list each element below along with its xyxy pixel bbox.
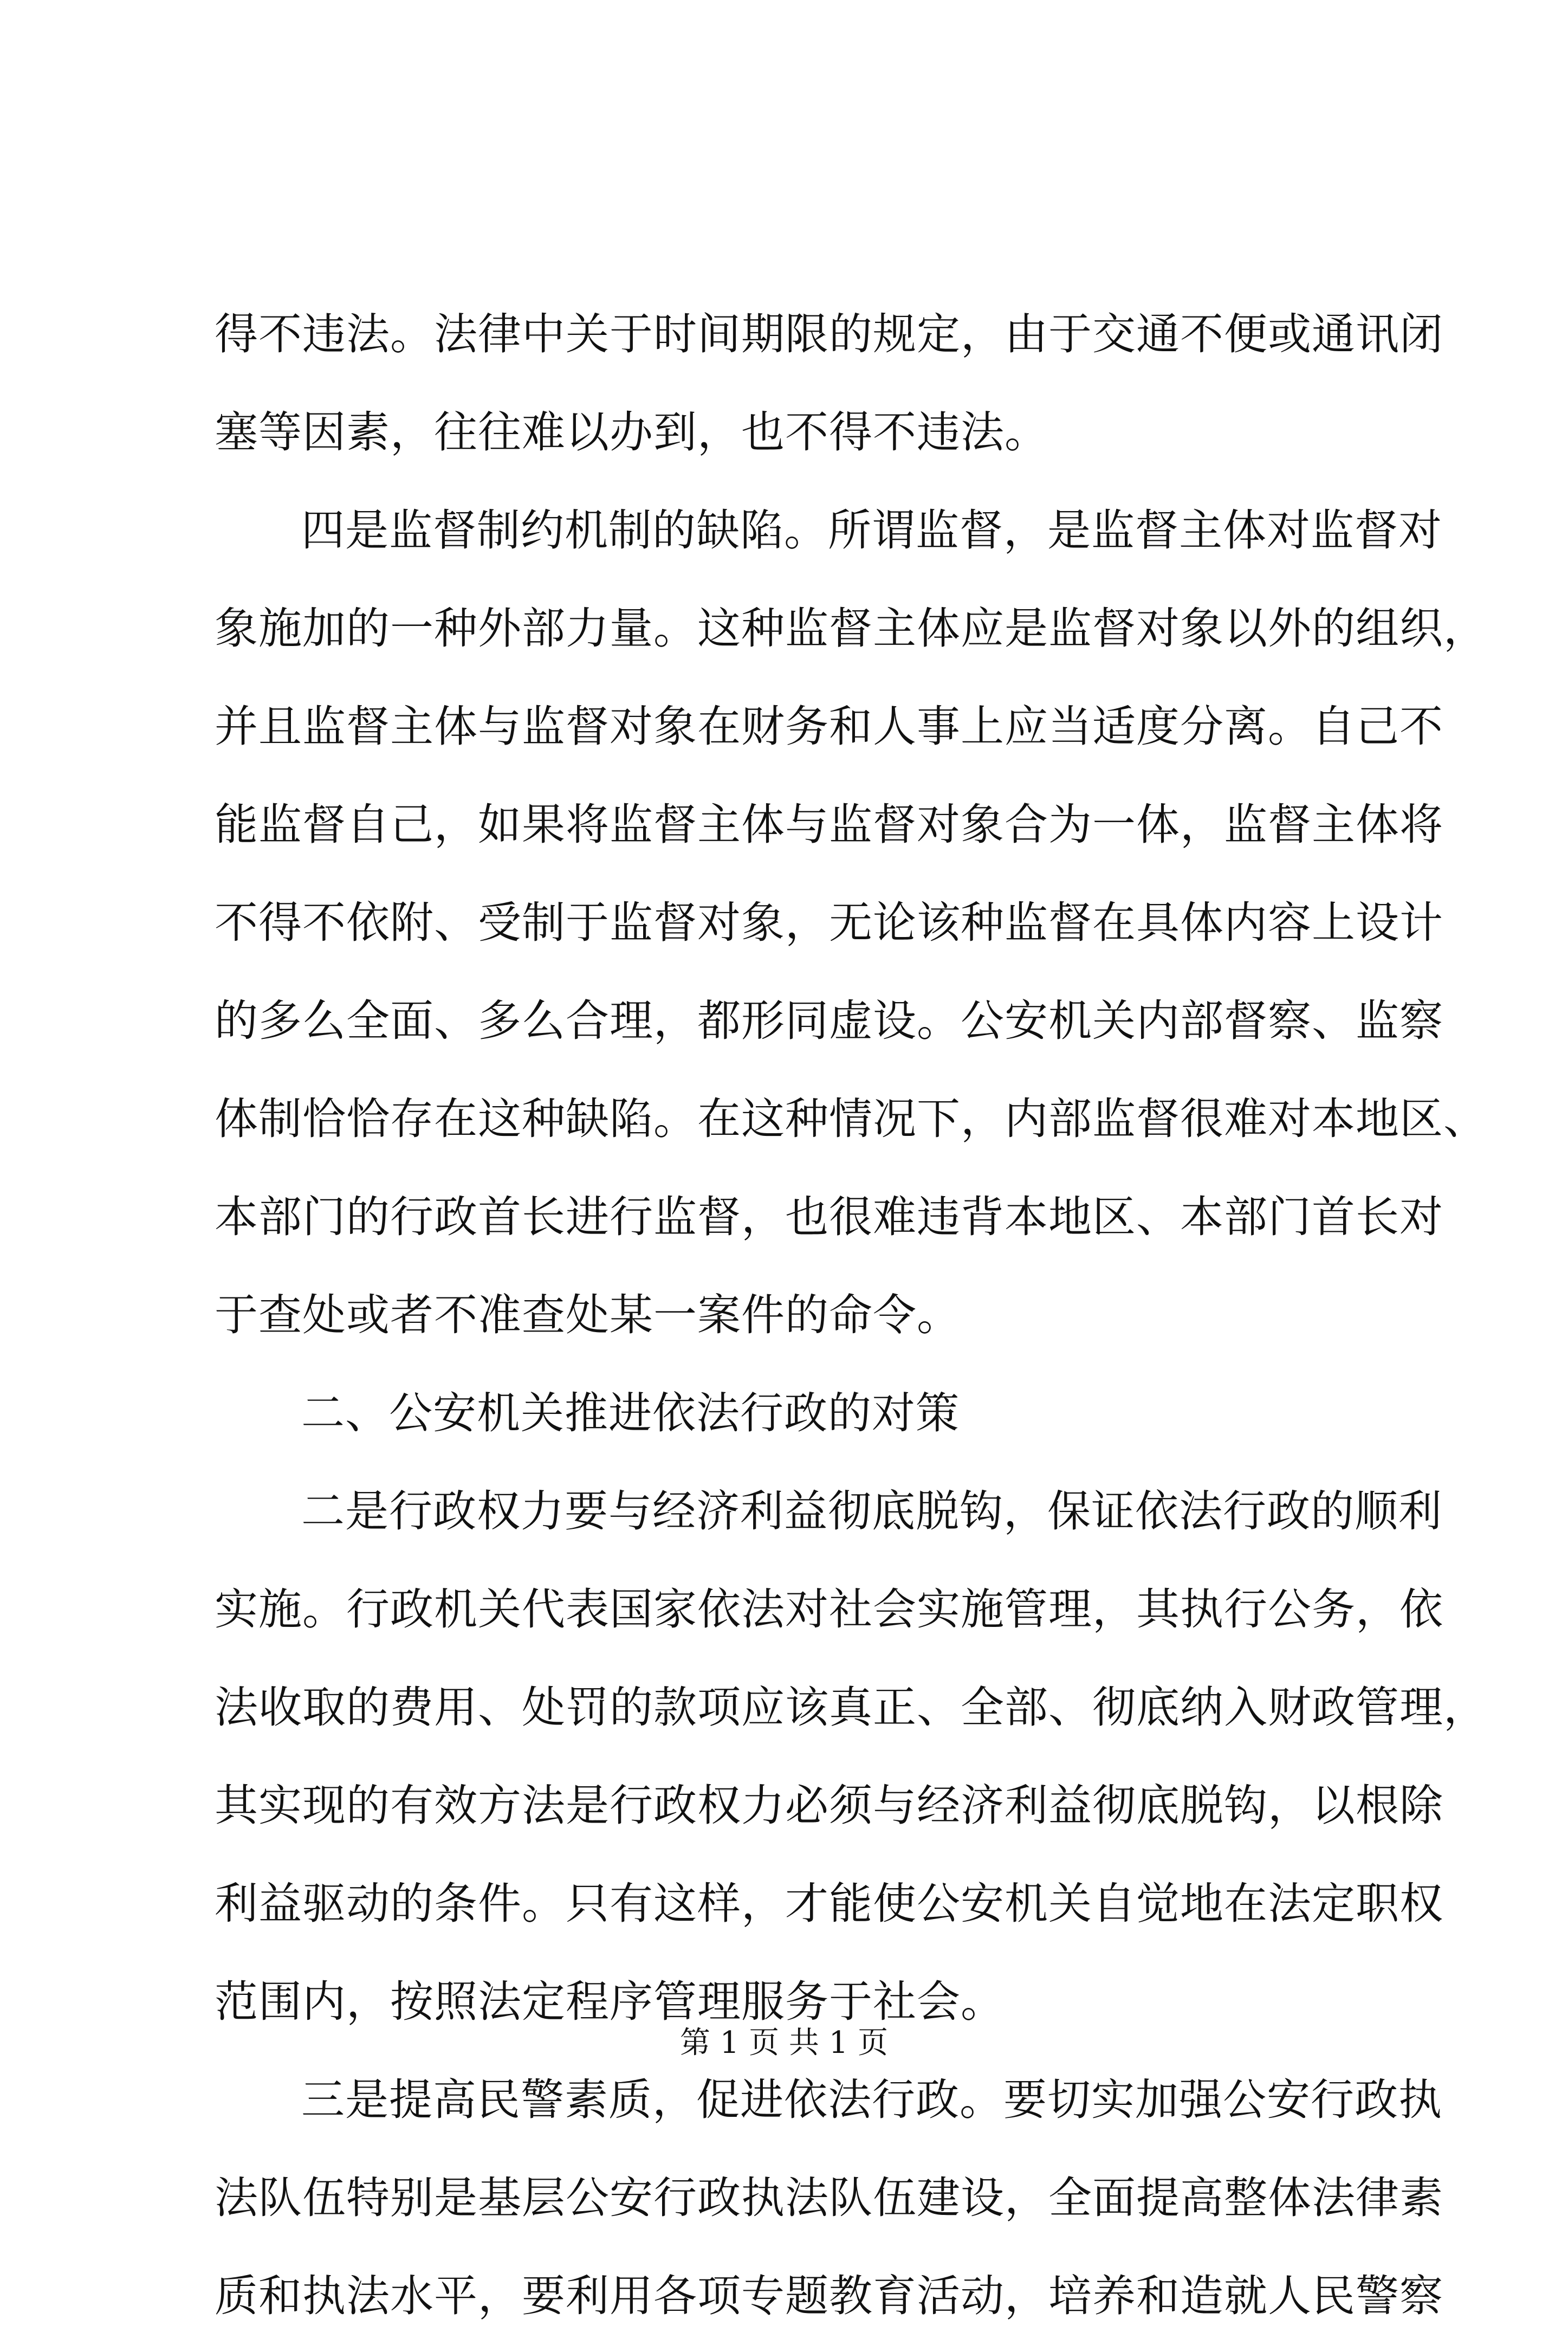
section-heading: 二、公安机关推进依法行政的对策: [301, 1388, 960, 1438]
text-line: 并且监督主体与监督对象在财务和人事上应当适度分离。自己不: [215, 701, 1443, 752]
text-line: 法队伍特别是基层公安行政执法队伍建设，全面提高整体法律素: [215, 2173, 1443, 2223]
paragraph-first-line: 三是提高民警素质，促进依法行政。要切实加强公安行政执: [301, 2075, 1442, 2125]
text-line: 象施加的一种外部力量。这种监督主体应是监督对象以外的组织，: [215, 603, 1487, 654]
text-line: 质和执法水平，要利用各项专题教育活动，培养和造就人民警察: [215, 2271, 1443, 2321]
text-line: 本部门的行政首长进行监督，也很难违背本地区、本部门首长对: [215, 1192, 1443, 1242]
text-line: 实施。行政机关代表国家依法对社会实施管理，其执行公务，依: [215, 1584, 1443, 1635]
text-line: 于查处或者不准查处某一案件的命令。: [215, 1290, 961, 1340]
text-line: 塞等因素，往往难以办到，也不得不违法。: [215, 407, 1048, 457]
text-line: 能监督自己，如果将监督主体与监督对象合为一体，监督主体将: [215, 799, 1443, 850]
text-line: 利益驱动的条件。只有这样，才能使公安机关自觉地在法定职权: [215, 1878, 1443, 1929]
paragraph-first-line: 四是监督制约机制的缺陷。所谓监督，是监督主体对监督对: [301, 505, 1442, 555]
page-footer: 第 1 页 共 1 页: [679, 2025, 889, 2060]
text-line: 体制恰恰存在这种缺陷。在这种情况下，内部监督很难对本地区、: [215, 1094, 1487, 1144]
text-line: 法收取的费用、处罚的款项应该真正、全部、彻底纳入财政管理，: [215, 1682, 1487, 1733]
text-line: 的多么全面、多么合理，都形同虚设。公安机关内部督察、监察: [215, 996, 1443, 1046]
text-line: 范围内，按照法定程序管理服务于社会。: [215, 1976, 1005, 2027]
text-line: 不得不依附、受制于监督对象，无论该种监督在具体内容上设计: [215, 897, 1443, 948]
text-line: 其实现的有效方法是行政权力必须与经济利益彻底脱钩，以根除: [215, 1780, 1443, 1831]
text-line: 得不违法。法律中关于时间期限的规定，由于交通不便或通讯闭: [215, 309, 1443, 359]
paragraph-first-line: 二是行政权力要与经济利益彻底脱钩，保证依法行政的顺利: [301, 1486, 1442, 1536]
